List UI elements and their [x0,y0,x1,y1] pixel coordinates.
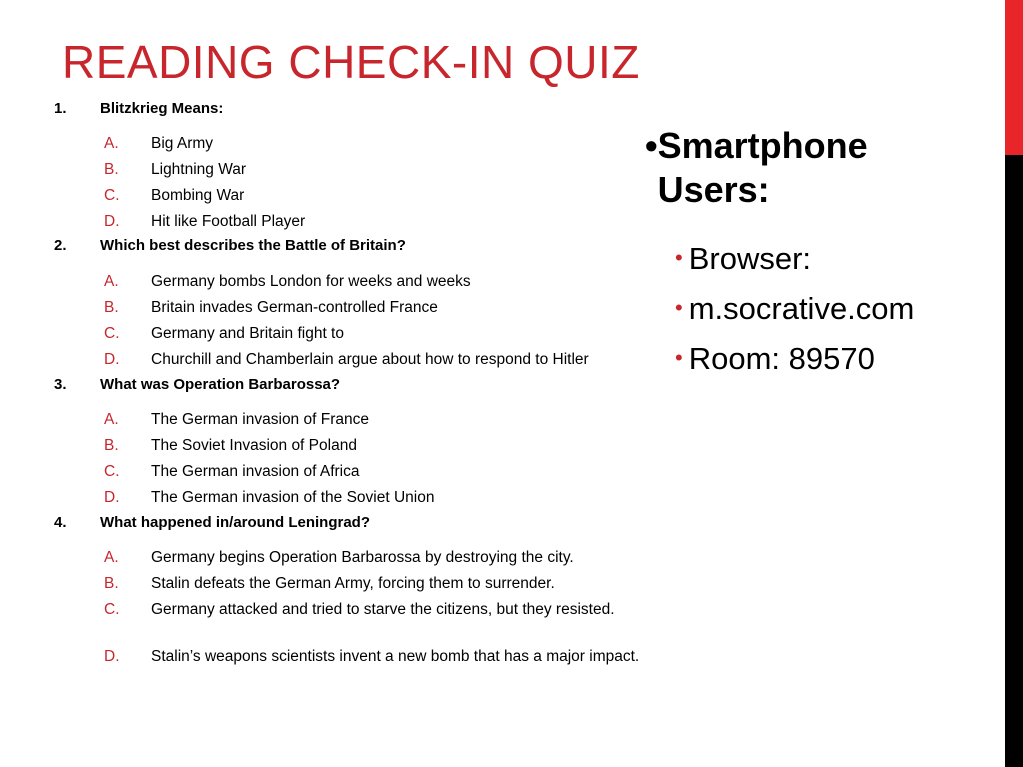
question-text: Blitzkrieg Means: [100,100,224,117]
smartphone-instructions [675,233,914,383]
accent-bar-black [1005,155,1023,767]
question-text: Which best describes the Battle of Britain? [100,237,406,254]
bullet-icon: • [675,345,683,370]
smartphone-heading [645,124,918,212]
option-letter: D. [104,351,120,368]
option-text: Germany begins Operation Barbarossa by destroying the city. [151,549,574,566]
option-letter: D. [104,489,120,506]
question-text: What was Operation Barbarossa? [100,376,341,393]
option-letter: B. [104,437,119,454]
option-text: Germany attacked and tried to starve the citizens, but they resisted. [151,601,615,618]
option-text: Hit like Football Player [151,213,306,230]
option-text: Britain invades German-controlled France [151,299,438,316]
option-text: Stalin defeats the German Army, forcing them to surrender. [151,575,555,592]
option-text: Big Army [151,135,214,152]
option-letter: A. [104,273,119,290]
heading-bullet: • [645,125,658,166]
option-text: The Soviet Invasion of Poland [151,437,357,454]
question-text: What happened in/around Leningrad? [100,514,370,531]
question-number: 1. [54,100,67,117]
instruction-room: • Room: 89570 [675,341,875,376]
option-text: Churchill and Chamberlain argue about how to respond to Hitler [151,351,589,368]
option-text: The German invasion of France [151,411,369,428]
option-text: Germany bombs London for weeks and weeks [151,273,471,290]
question-number: 3. [54,376,67,393]
option-letter: A. [104,411,119,428]
question-number: 2. [54,237,67,254]
option-text: Lightning War [151,161,247,178]
option-text: Stalin’s weapons scientists invent a new bomb that has a major impact. [151,648,640,665]
slide-title: READING CHECK-IN QUIZ [62,36,640,88]
accent-bar-red [1005,0,1023,155]
option-letter: D. [104,213,120,230]
instruction-url: • m.socrative.com [675,291,915,326]
option-letter: D. [104,648,120,665]
instruction-browser: • Browser: [675,241,812,276]
question-number: 4. [54,514,67,531]
option-letter: B. [104,575,119,592]
bullet-icon: • [675,295,683,320]
option-text: The German invasion of Africa [151,463,360,480]
option-letter: C. [104,601,120,618]
option-letter: A. [104,135,119,152]
option-letter: C. [104,463,120,480]
heading-text: Smartphone Users: [657,125,868,210]
option-letter: B. [104,299,119,316]
bullet-icon: • [675,245,683,270]
option-text: The German invasion of the Soviet Union [151,489,435,506]
option-text: Germany and Britain fight to [151,325,344,342]
option-letter: A. [104,549,119,566]
option-letter: C. [104,325,120,342]
option-text: Bombing War [151,187,245,204]
option-letter: C. [104,187,120,204]
option-letter: B. [104,161,119,178]
